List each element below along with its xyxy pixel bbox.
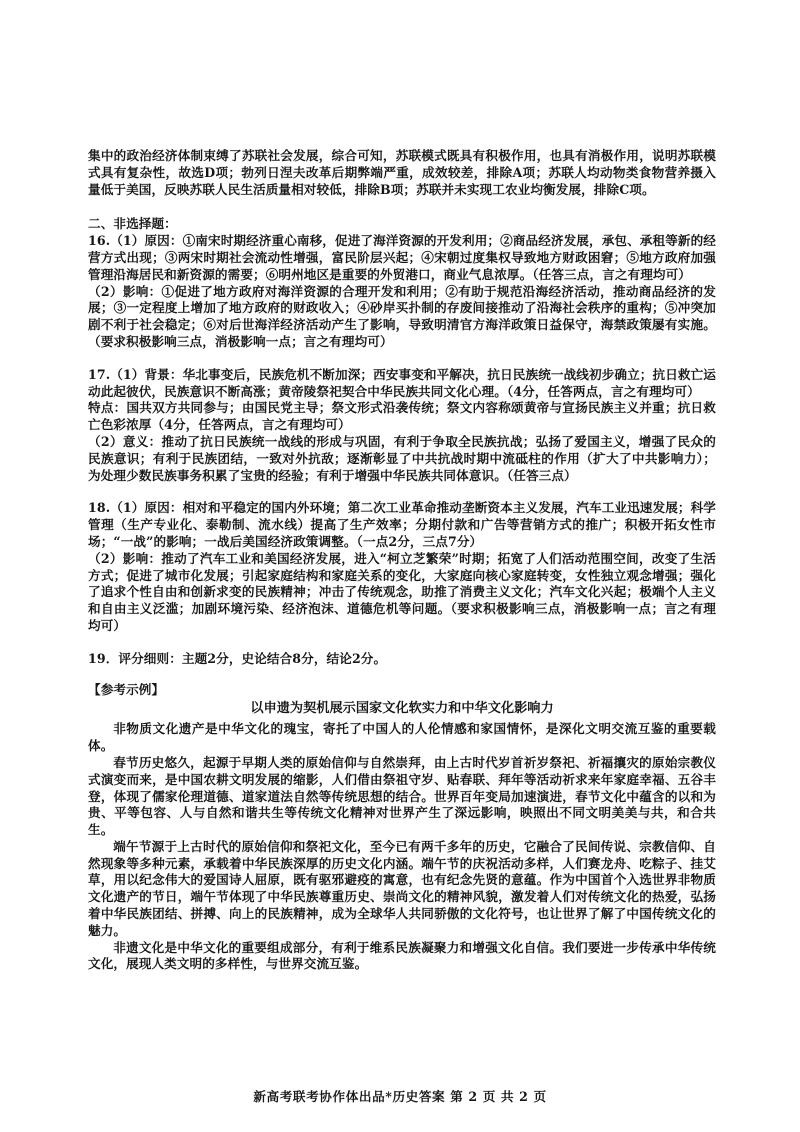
- q17-background: 17.（1）背景：华北事变后，民族危机不断加深；西安事变和平解决，抗日民族统一战线初步确立；抗日救亡运动此起彼伏，民族意识不断高涨；黄帝陵祭祀契合中华民族共同文化心理。（4分，任答两点，言之有理均可）: [88, 366, 716, 399]
- q19-scoring: 19．评分细则：主题2分，史论结合8分，结论2分。: [88, 650, 387, 666]
- essay-paragraph-2: 春节历史悠久，起源于早期人类的原始信仰与自然崇拜，由上古时代岁首祈岁祭祀、祈福攘灾的原始宗教仪式演变而来，是中国农耕文明发展的缩影，人们借由祭祖守岁、贴春联、拜年等活动祈求来年家庭幸福、五谷丰登，体现了儒家伦理道德、道家道法自然等传统思想的结合。世界百年变局加速演进，春节文化中蕴含的以和为贵、平等包容、人与自然和谐共生等传统文化精神对世界产生了深远影响，映照出不同文明美美与共，和合共生。: [88, 754, 716, 838]
- q18-reasons: 18.（1）原因：相对和平稳定的国内外环境；第二次工业革命推动垄断资本主义发展，汽车工业迅速发展；科学管理（生产专业化、泰勒制、流水线）提高了生产效率；分期付款和广告等营销方式的推广；积极开拓女性市场；“一战”的影响；一战后美国经济政策调整。（一点2分，三点7分）: [88, 500, 716, 549]
- essay-title: 以申遗为契机展示国家文化软实力和中华文化影响力: [250, 701, 554, 717]
- q15-explanation: 集中的政治经济体制束缚了苏联社会发展，综合可知，苏联模式既具有积极作用，也具有消极作用，说明苏联模式具有复杂性，故选D项；勃列日涅夫改革后期弊端严重，成效较差，排除A项；苏联人均动物类食物营养摄入量低于美国，反映苏联人民生活质量相对较低，排除B项；苏联并未实现工农业均衡发展，排除C项。: [88, 148, 716, 197]
- q17-features: 特点：国共双方共同参与；由国民党主导；祭文形式沿袭传统；祭文内容称颂黄帝与宣扬民族主义并重；抗日救亡色彩浓厚（4分，任答两点，言之有理均可）: [88, 400, 716, 433]
- section-heading: 二、非选择题：: [88, 216, 177, 232]
- q17-significance: （2）意义：推动了抗日民族统一战线的形成与巩固，有利于争取全民族抗战；弘扬了爱国主义，增强了民众的民族意识；有利于民族团结，一致对外抗敌；逐渐彰显了中共抗战时期中流砥柱的作用（扩大了中共影响力）；为处理少数民族事务积累了宝贵的经验；有利于增强中华民族共同体意识。（任答三点）: [88, 433, 716, 483]
- essay-paragraph-1: 非物质文化遗产是中华文化的瑰宝，寄托了中国人的人伦情感和家国情怀，是深化文明交流互鉴的重要载体。: [88, 721, 716, 754]
- q16-part2: （2）影响：①促进了地方政府对海洋资源的合理开发和利用；②有助于规范沿海经济活动，推动商品经济的发展；③一定程度上增加了地方政府的财政收入；④砂岸买扑制的存废间接推动了沿海社会秩序的重构；⑤冲突加剧不利于社会稳定；⑥对后世海洋经济活动产生了影响，导致明清官方海洋政策日益保守，海禁政策屡有实施。（要求积极影响三点，消极影响一点；言之有理均可）: [88, 283, 716, 349]
- essay-paragraph-4: 非遗文化是中华文化的重要组成部分，有利于维系民族凝聚力和增强文化自信。我们要进一步传承中华传统文化，展现人类文明的多样性，与世界交流互鉴。: [88, 939, 716, 972]
- page-footer: 新高考联考协作体出品*历史答案 第 2 页 共 2 页: [253, 1089, 547, 1104]
- q18-impact: （2）影响：推动了汽车工业和美国经济发展，进入“柯立芝繁荣”时期；拓宽了人们活动范围空间，改变了生活方式；促进了城市化发展；引起家庭结构和家庭关系的变化，大家庭向核心家庭转变，女性独立观念增强；强化了追求个性自由和创新求变的民族精神；冲击了传统观念，助推了消费主义文化；汽车文化兴起；极端个人主义和自由主义泛滥；加剧环境污染、经济泡沫、道德危机等问题。（要求积极影响三点，消极影响一点；言之有理均可）: [88, 550, 716, 633]
- q16-part1: 16.（1）原因：①南宋时期经济重心南移，促进了海洋资源的开发利用；②商品经济发展，承包、承租等新的经营方式出现；③两宋时期社会流动性增强，富民阶层兴起；④宋朝过度集权导致地方财政困窘；⑤地方政府加强管理沿海居民和新资源的需要；⑥明州地区是重要的外贸港口，商业气息浓厚。（任答三点，言之有理均可）: [88, 233, 716, 282]
- reference-label: 【参考示例】: [88, 681, 165, 697]
- essay-paragraph-3: 端午节源于上古时代的原始信仰和祭祀文化，至今已有两千多年的历史，它融合了民间传说、宗教信仰、自然现象等多种元素，承载着中华民族深厚的历史文化内涵。端午节的庆祝活动多样，人们赛龙舟、吃粽子、挂艾草，用以纪念伟大的爱国诗人屈原，既有驱邪避疫的寓意，也有纪念先贤的意蕴。作为中国首个入选世界非物质文化遗产的节日，端午节体现了中华民族尊重历史、崇尚文化的精神风貌，激发着人们对传统文化的热爱，弘扬着中华民族团结、拼搏、向上的民族精神，成为全球华人共同骄傲的文化符号，也让世界了解了中国传统文化的魅力。: [88, 838, 716, 938]
